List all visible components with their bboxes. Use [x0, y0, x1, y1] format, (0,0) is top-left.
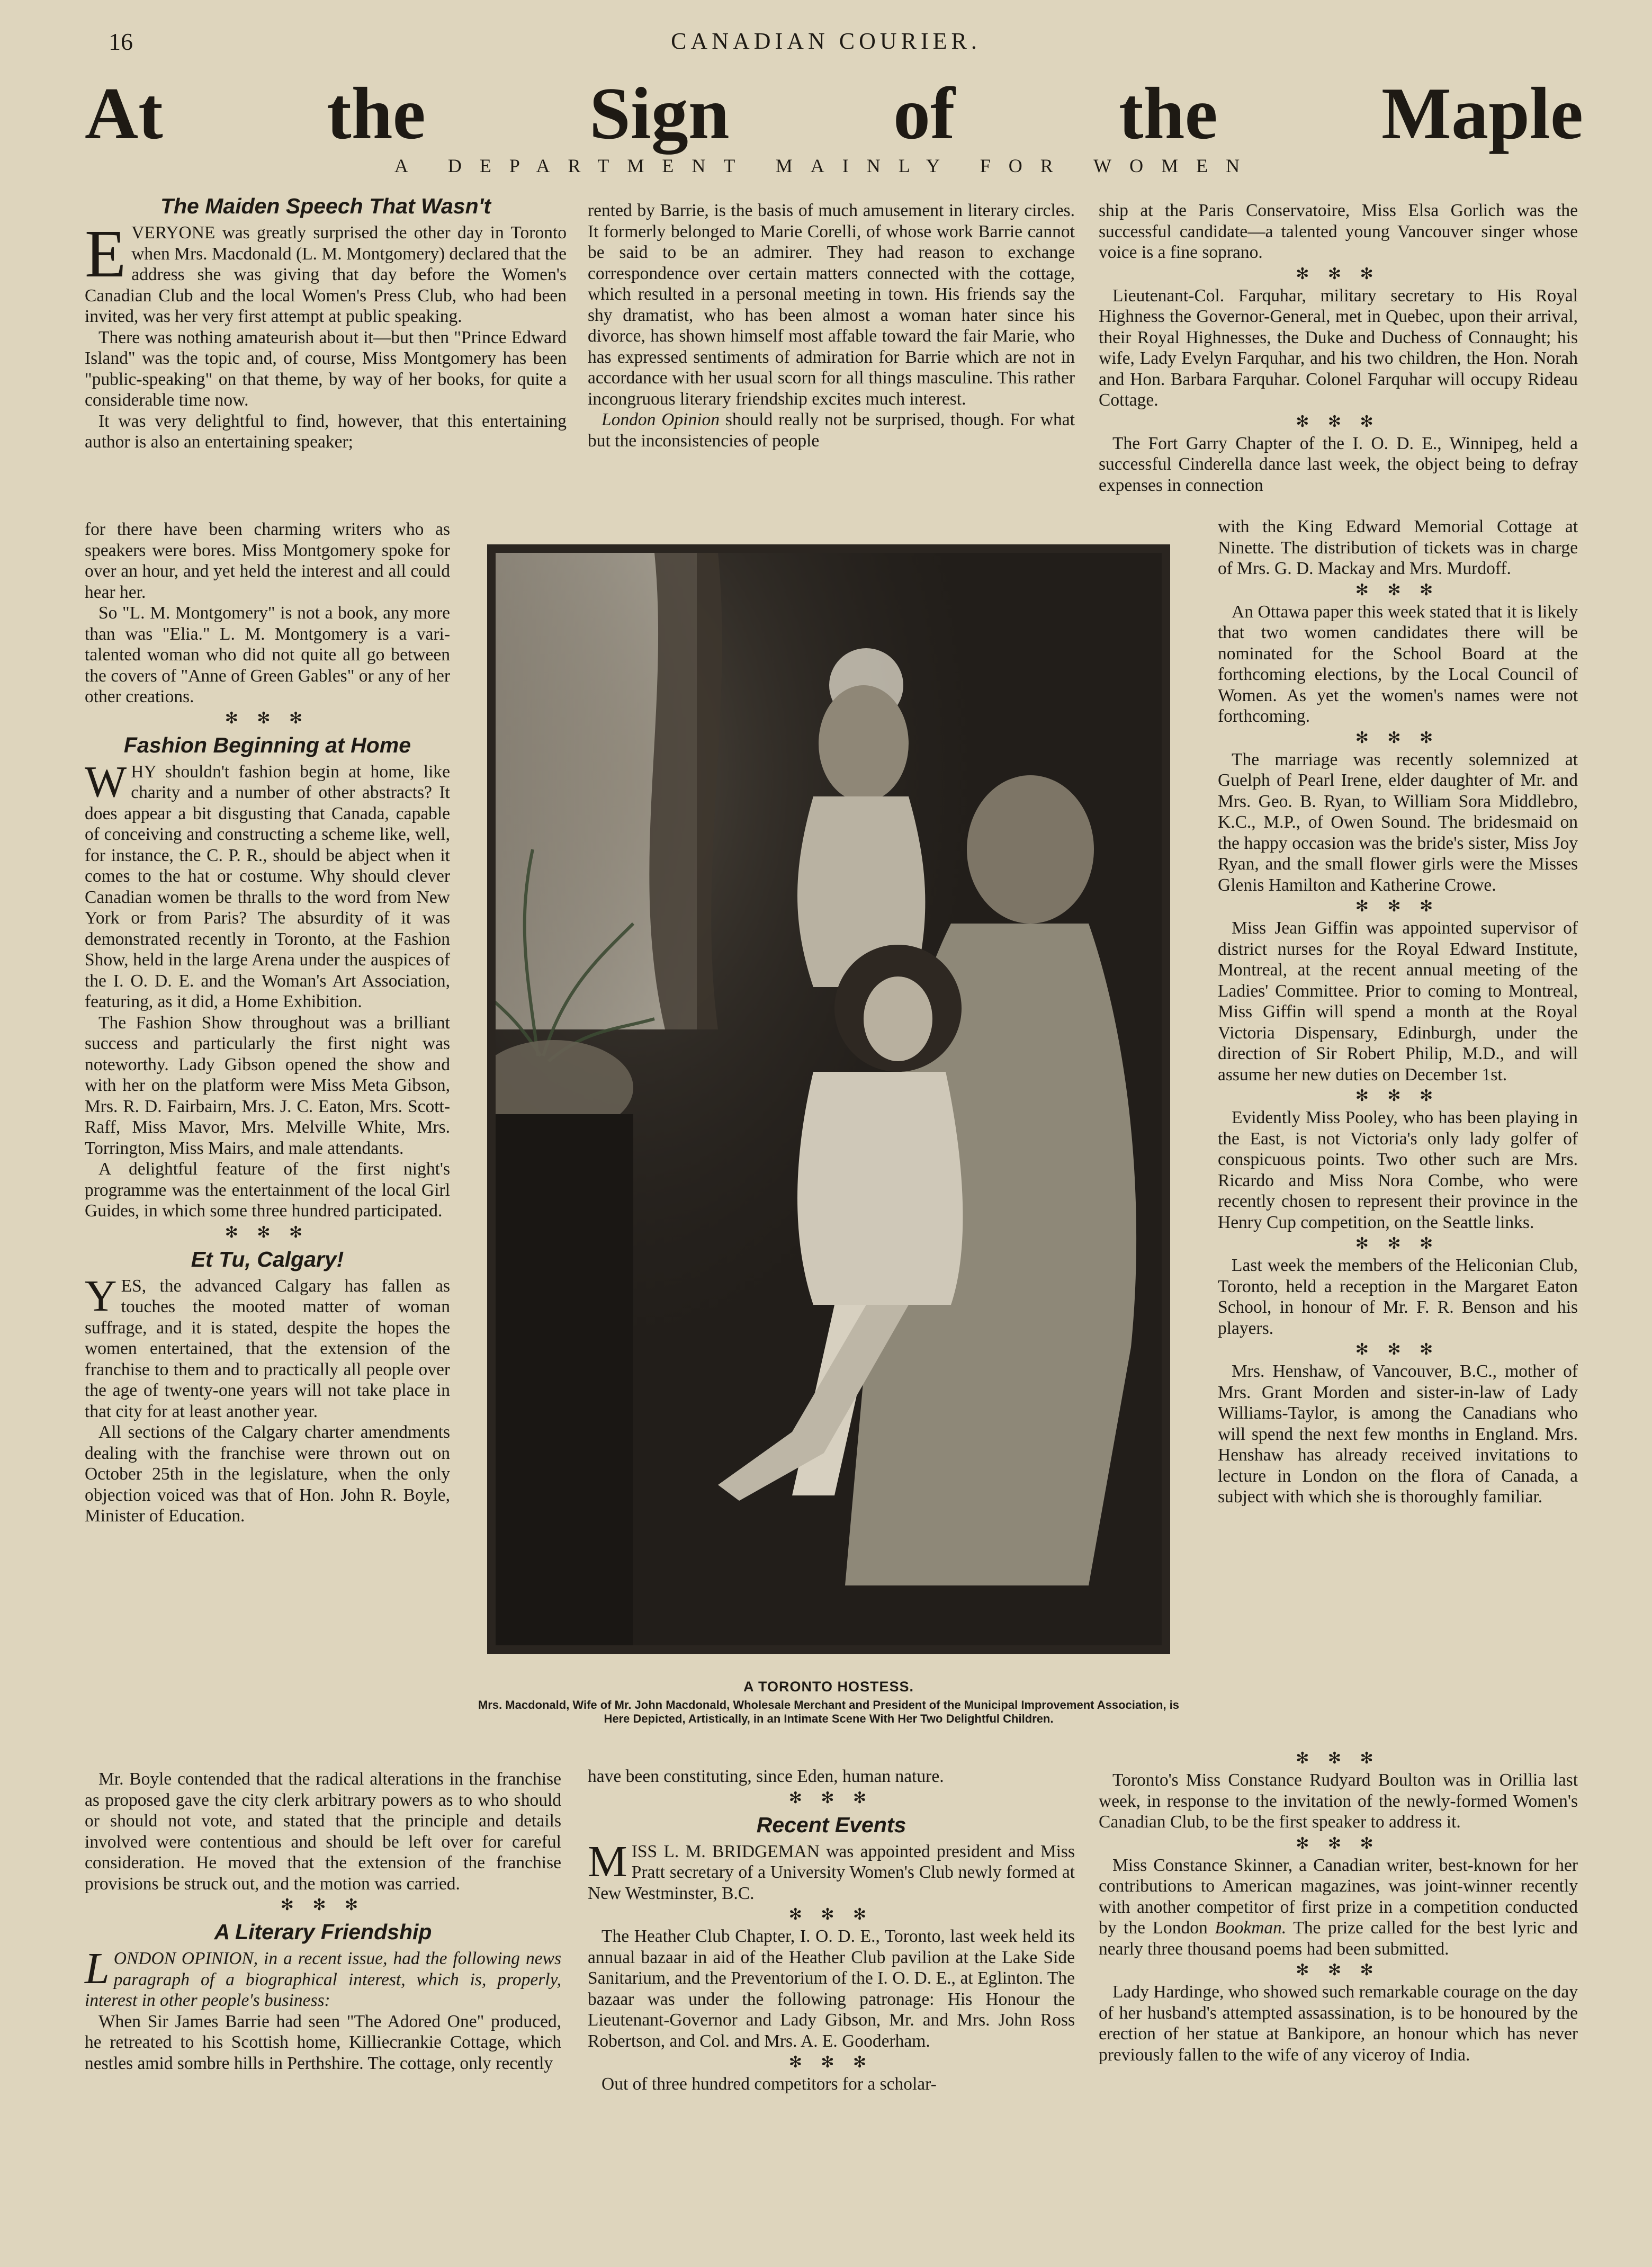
article-paragraph: Mr. Boyle contended that the radical alterations in the franchise as proposed gave the city clerk arbitrary powers as to who should or should not vote, and stated that the principle and details involved were contentious and should be left over for careful consideration. He moved that the extension of the franchise provisions be struck out, and the motion was carried.	[85, 1769, 561, 1894]
article-paragraph: for there have been charming writers who as speakers were bores. Miss Montgomery spoke for over an hour, and yet held the interest and all could hear her.	[85, 519, 450, 602]
article-paragraph: rented by Barrie, is the basis of much amusement in literary circles. It formerly belonged to Marie Corelli, of whose work Barrie cannot be said to be an admirer. They had reason to exchange correspondence over certain matters connected with the cottage, which resulted in a personal meeting in town. His friends say the shy dramatist, who has been almost a woman hater since his divorce, has shown himself most affable toward the fair Marie, who has expressed sentiments of admiration for Barrie which are not in accordance with her usual scorn for all things masculine. This rather incongruous literary friendship excites much interest.	[588, 201, 1075, 409]
ornament-divider: ✻ ✻ ✻	[1296, 265, 1381, 283]
headline-fashion: Fashion Beginning at Home	[123, 732, 411, 757]
family-photograph	[496, 553, 1162, 1645]
headline-maiden-speech: The Maiden Speech That Wasn't	[160, 194, 491, 218]
column-3-top	[1099, 200, 1578, 496]
caption-body: Mrs. Macdonald, Wife of Mr. John Macdonald, Wholesale Merchant and President of the Municipal Improvement Association, is Here Depicted, Artistically, in an Intimate Scene With Her Two Delightful Children.	[478, 1698, 1180, 1725]
article-paragraph: EVERYONE was greatly surprised the other day in Toronto when Mrs. Macdonald (L. M. Montgomery) declared that the address she was giving that day before the Women's Canadian Club and the local Women's Press Club, who had been invited, was her very first attempt at public speaking.	[85, 216, 567, 326]
masthead-word: At	[85, 73, 163, 155]
article-paragraph: WHY shouldn't fashion begin at home, like charity and a number of other abstracts? It does appear a bit disgusting that Canada, capable of conceiving and constructing a scheme like, well, for instance, the C. P. R., should be abject when it comes to the hat or costume. Why should clever Canadian women be thralls to the word from New York or from Paris? The absurdity of it was demonstrated recently in Toronto, at the Fashion Show, held in the large Arena under the auspices of the I. O. D. E. and the Woman's Art Association, featuring, as it did, a Home Exhibition.	[85, 757, 450, 1011]
ornament-divider: ✻ ✻ ✻	[788, 2054, 874, 2071]
article-paragraph: YES, the advanced Calgary has fallen as touches the mooted matter of woman suffrage, and it is stated, despite the hopes the women entertained, that the extension of the franchise to them and to practically all people over the age of twenty-one years will not take place in that city for at least another year.	[85, 1271, 450, 1421]
ornament-divider: ✻ ✻ ✻	[1296, 1750, 1381, 1767]
article-paragraph: The Fort Garry Chapter of the I. O. D. E., Winnipeg, held a successful Cinderella dance last week, the object being to defray expenses in connection	[1099, 433, 1578, 495]
ornament-divider: ✻ ✻ ✻	[1355, 581, 1441, 599]
ornament-divider: ✻ ✻ ✻	[788, 1789, 874, 1807]
article-paragraph: Evidently Miss Pooley, who has been playing in the East, is not Victoria's only lady golfer of conspicuous points. Two other such are Mrs. Ricardo and Miss Nora Combe, who were recently chosen to represent their province in the Henry Cup competition, on the Seattle links.	[1218, 1108, 1578, 1232]
article-paragraph: A delightful feature of the first night's programme was the entertainment of the local Girl Guides, in which some three hundred participated.	[85, 1159, 450, 1221]
headline-literary-friendship: A Literary Friendship	[214, 1920, 432, 1944]
caption-title: A TORONTO HOSTESS.	[743, 1679, 914, 1695]
ornament-divider: ✻ ✻ ✻	[1355, 1235, 1441, 1252]
article-paragraph: There was nothing amateurish about it—but then "Prince Edward Island" was the topic and, of course, Miss Montgomery has been "public-speaking" on that theme, by way of her books, for quite a considerable time now.	[85, 327, 567, 410]
article-paragraph: The marriage was recently solemnized at Guelph of Pearl Irene, elder daughter of Mr. and Mrs. Geo. B. Ryan, to William Sora Middlebro, K.C., M.P., of Owen Sound. The bridesmaid on the happy occasion was the bride's sister, Miss Joy Ryan, and the small flower girls were the Misses Glenis Hamilton and Katherine Crowe.	[1218, 749, 1578, 895]
ornament-divider: ✻ ✻ ✻	[1355, 898, 1441, 915]
headline-calgary: Et Tu, Calgary!	[191, 1247, 344, 1271]
article-paragraph: Mrs. Henshaw, of Vancouver, B.C., mother of Mrs. Grant Morden and sister-in-law of Lady Williams-Taylor, is among the Canadians who will spend the next few months in England. Mrs. Henshaw has already received invitations to lecture in London on the flora of Canada, a subject with which she is thoroughly familiar.	[1218, 1361, 1578, 1507]
ornament-divider: ✻ ✻ ✻	[280, 1896, 366, 1914]
page-number: 16	[109, 28, 133, 55]
article-paragraph: It was very delightful to find, however, that this entertaining author is also an entertaining speaker;	[85, 411, 567, 452]
drop-cap: M	[588, 1836, 627, 1886]
article-paragraph: London Opinion should really not be surprised, though. For what but the inconsistencies of people	[588, 410, 1075, 451]
department-subtitle: A DEPARTMENT MAINLY FOR WOMEN	[394, 155, 1258, 176]
column-1-lower	[85, 1769, 561, 2074]
article-paragraph: have been constituting, since Eden, human nature.	[588, 1767, 944, 1786]
masthead-word: Maple	[1381, 73, 1583, 155]
masthead-word: the	[327, 73, 426, 155]
article-paragraph: LONDON OPINION, in a recent issue, had the following news paragraph of a biographical interest, which is, properly, interest in other people's business:	[85, 1944, 561, 2010]
column-3-bottom	[1099, 1748, 1578, 2065]
ornament-divider: ✻ ✻ ✻	[788, 1906, 874, 1923]
article-paragraph: Last week the members of the Heliconian Club, Toronto, held a reception in the Margaret Eaton School, in honour of Mr. F. R. Benson and his players.	[1218, 1256, 1578, 1338]
ornament-divider: ✻ ✻ ✻	[1296, 1961, 1381, 1979]
drop-cap: L	[85, 1944, 110, 1993]
article-paragraph: Miss Jean Giffin was appointed supervisor of district nurses for the Royal Edward Institute, Montreal, at the recent annual meeting of the Ladies' Committee. Prior to coming to Montreal, Miss Giffin will spend a month at the Royal Victoria Dispensary, Edinburgh, under the direction of Sir Robert Philip, M.D., and will assume her new duties on December 1st.	[1218, 918, 1578, 1085]
article-paragraph: The Fashion Show throughout was a brilliant success and particularly the first night was noteworthy. Lady Gibson opened the show and with her on the platform were Miss Meta Gibson, Mrs. R. D. Fairbairn, Mrs. J. C. Eaton, Mrs. Scott-Raff, Miss Mavor, Mrs. Melville White, Mrs. Torrington, Miss Mairs, and male attendants.	[85, 1012, 450, 1158]
article-paragraph: with the King Edward Memorial Cottage at Ninette. The distribution of tickets was in charge of Mrs. G. D. Mackay and Mrs. Murdoff.	[1218, 517, 1578, 578]
drop-cap: E	[85, 216, 127, 291]
column-2-bottom	[588, 1766, 1075, 2095]
column-1-narrow	[85, 519, 450, 1527]
ornament-divider: ✻ ✻ ✻	[1355, 729, 1441, 747]
ornament-divider: ✻ ✻ ✻	[1355, 1341, 1441, 1358]
article-paragraph: Lady Hardinge, who showed such remarkable courage on the day of her husband's attempted assassination, is to be honoured by the erection of her statue at Bankipore, an honour which has never previously fallen to the wife of any viceroy of India.	[1099, 1982, 1578, 2065]
article-paragraph: ship at the Paris Conservatoire, Miss Elsa Gorlich was the successful candidate—a talented young Vancouver singer whose voice is a fine soprano.	[1099, 201, 1578, 262]
article-paragraph: An Ottawa paper this week stated that it is likely that two women candidates there will be nominated for the School Board at the forthcoming elections, by the Local Council of Women. As yet the women's names were not forthcoming.	[1218, 602, 1578, 726]
column-2-top	[588, 200, 1075, 451]
photo-frame	[487, 544, 1170, 1654]
running-head: CANADIAN COURIER.	[671, 28, 981, 54]
ornament-divider: ✻ ✻ ✻	[225, 1223, 310, 1241]
article-paragraph: The Heather Club Chapter, I. O. D. E., Toronto, last week held its annual bazaar in aid of the Heather Club pavilion at the Lake Side Sanitarium, and the Preventorium of the I. O. D. E., at Eglinton. The bazaar was under the following patronage: His Honour the Lieutenant-Governor and Lady Gibson, Mr. and Mrs. John Ross Robertson, and Col. and Mrs. A. E. Gooderham.	[588, 1926, 1075, 2051]
photograph-illustration	[496, 553, 1162, 1645]
article-paragraph: So "L. M. Montgomery" is not a book, any more than was "Elia." L. M. Montgomery is a vari-talented woman who did not quite all go between the covers of "Anne of Green Gables" or any of her other creations.	[85, 603, 450, 706]
ornament-divider: ✻ ✻ ✻	[1355, 1087, 1441, 1105]
masthead-word: of	[893, 73, 955, 155]
article-paragraph: Miss Constance Skinner, a Canadian writer, best-known for her contributions to American magazines, was joint-winner recently with another competitor of first prize in a competition conducted by the London Bookman. The prize called for the best lyric and nearly three thousand poems had been submitted.	[1099, 1855, 1578, 1959]
article-paragraph: Toronto's Miss Constance Rudyard Boulton was in Orillia last week, in response to the invitation of the newly-formed Women's Canadian Club, to be the first speaker to address it.	[1099, 1770, 1578, 1832]
article-paragraph: All sections of the Calgary charter amendments dealing with the franchise were thrown out on October 25th in the legislature, when the only objection voiced was that of Hon. John R. Boyle, Minister of Education.	[85, 1422, 450, 1526]
drop-cap: W	[85, 757, 127, 807]
headline-recent-events: Recent Events	[756, 1812, 906, 1837]
article-paragraph: Lieutenant-Col. Farquhar, military secretary to His Royal Highness the Governor-General, met in Quebec, upon their arrival, their Royal Highnesses, the Duke and Duchess of Connaught; his wife, Lady Evelyn Farquhar, and his two children, the Hon. Norah and Hon. Barbara Farquhar. Colonel Farquhar will occupy Rideau Cottage.	[1099, 285, 1578, 410]
masthead-word: Sign	[589, 73, 730, 155]
photo-caption	[477, 1679, 1181, 1726]
column-3-narrow	[1218, 516, 1578, 1508]
masthead-word: the	[1118, 73, 1218, 155]
drop-cap: Y	[85, 1271, 117, 1321]
ornament-divider: ✻ ✻ ✻	[225, 709, 310, 727]
masthead-title	[85, 71, 1583, 156]
article-paragraph: MISS L. M. BRIDGEMAN was appointed president and Miss Pratt secretary of a University Women's Club newly formed at New Westminster, B.C.	[588, 1836, 1075, 1903]
article-paragraph: When Sir James Barrie had seen "The Adored One" produced, he retreated to his Scottish home, Killiecrankie Cottage, which nestles amid sombre hills in Perthshire. The cottage, only recently	[85, 2011, 561, 2073]
ornament-divider: ✻ ✻ ✻	[1296, 413, 1381, 431]
ornament-divider: ✻ ✻ ✻	[1296, 1834, 1381, 1852]
article-paragraph: Out of three hundred competitors for a scholar-	[601, 2074, 937, 2094]
column-1-upper	[85, 191, 567, 453]
